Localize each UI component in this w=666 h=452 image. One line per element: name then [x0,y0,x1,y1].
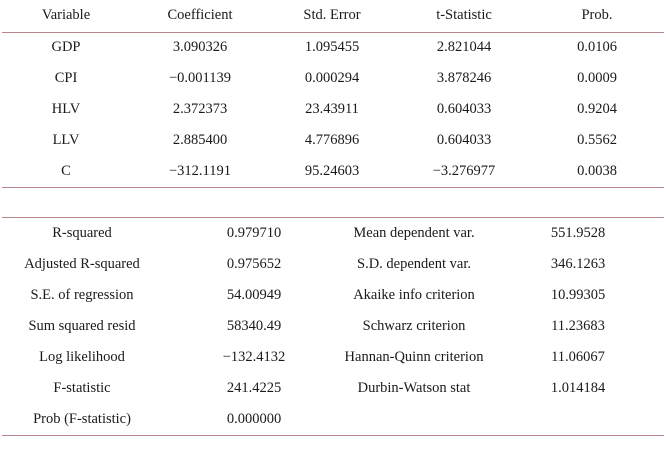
stat-value: 11.23683 [551,318,605,334]
header-prob: Prob. [581,7,613,23]
stat-value: 0.975652 [226,256,282,272]
prob-cell: 0.5562 [577,132,617,148]
coefficient-cell: 2.885400 [172,132,228,148]
stat-value: 346.1263 [550,256,606,272]
std-error-cell: 0.000294 [304,70,360,86]
variable-cell: LLV [52,132,80,148]
coefficient-cell: −312.1191 [168,163,232,179]
stat-value: 54.00949 [226,287,282,303]
stat-label: Mean dependent var. [353,225,475,241]
prob-cell: 0.0038 [577,163,617,179]
std-error-cell: 4.776896 [304,132,360,148]
variable-cell: HLV [51,101,81,117]
variable-cell: GDP [51,39,81,55]
coefficient-cell: 2.372373 [172,101,228,117]
stat-label: Sum squared resid [28,318,136,334]
prob-cell: 0.0106 [577,39,617,55]
stat-value: 1.014184 [550,380,606,396]
prob-cell: 0.0009 [577,70,617,86]
std-error-cell: 23.43911 [305,101,359,117]
std-error-cell: 1.095455 [304,39,360,55]
stat-value: 11.06067 [551,349,605,365]
t-statistic-cell: 3.878246 [436,70,492,86]
stat-label: Adjusted R-squared [24,256,140,272]
stat-value: 58340.49 [226,318,282,334]
t-statistic-cell: 0.604033 [436,132,492,148]
middle-rule [2,187,664,188]
std-error-cell: 95.24603 [304,163,360,179]
stat-value: 241.4225 [226,380,282,396]
stat-label: Hannan-Quinn criterion [344,349,484,365]
stat-label: Durbin-Watson stat [357,380,471,396]
header-coefficient: Coefficient [167,7,233,23]
stat-label: Log likelihood [39,349,125,365]
coefficient-cell: −0.001139 [168,70,232,86]
top-rule [2,32,664,33]
stat-value: 0.000000 [226,411,282,427]
stat-value: 10.99305 [550,287,606,303]
coefficient-cell: 3.090326 [172,39,228,55]
prob-cell: 0.9204 [577,101,617,117]
t-statistic-cell: −3.276977 [432,163,496,179]
variable-cell: C [61,163,71,179]
stats-top-rule [2,217,664,218]
variable-cell: CPI [54,70,78,86]
stat-label: F-statistic [53,380,111,396]
bottom-rule [2,435,664,436]
stat-value: −132.4132 [222,349,286,365]
stat-label: S.E. of regression [30,287,134,303]
header-variable: Variable [41,7,91,23]
stat-label: Schwarz criterion [362,318,466,334]
stat-value: 551.9528 [550,225,606,241]
stat-label: S.D. dependent var. [357,256,471,272]
stat-value: 0.979710 [226,225,282,241]
stat-label: Prob (F-statistic) [33,411,131,427]
t-statistic-cell: 2.821044 [436,39,492,55]
t-statistic-cell: 0.604033 [436,101,492,117]
header-std-error: Std. Error [303,7,361,23]
stat-label: R-squared [52,225,112,241]
header-t-statistic: t-Statistic [436,7,492,23]
stat-label: Akaike info criterion [353,287,475,303]
